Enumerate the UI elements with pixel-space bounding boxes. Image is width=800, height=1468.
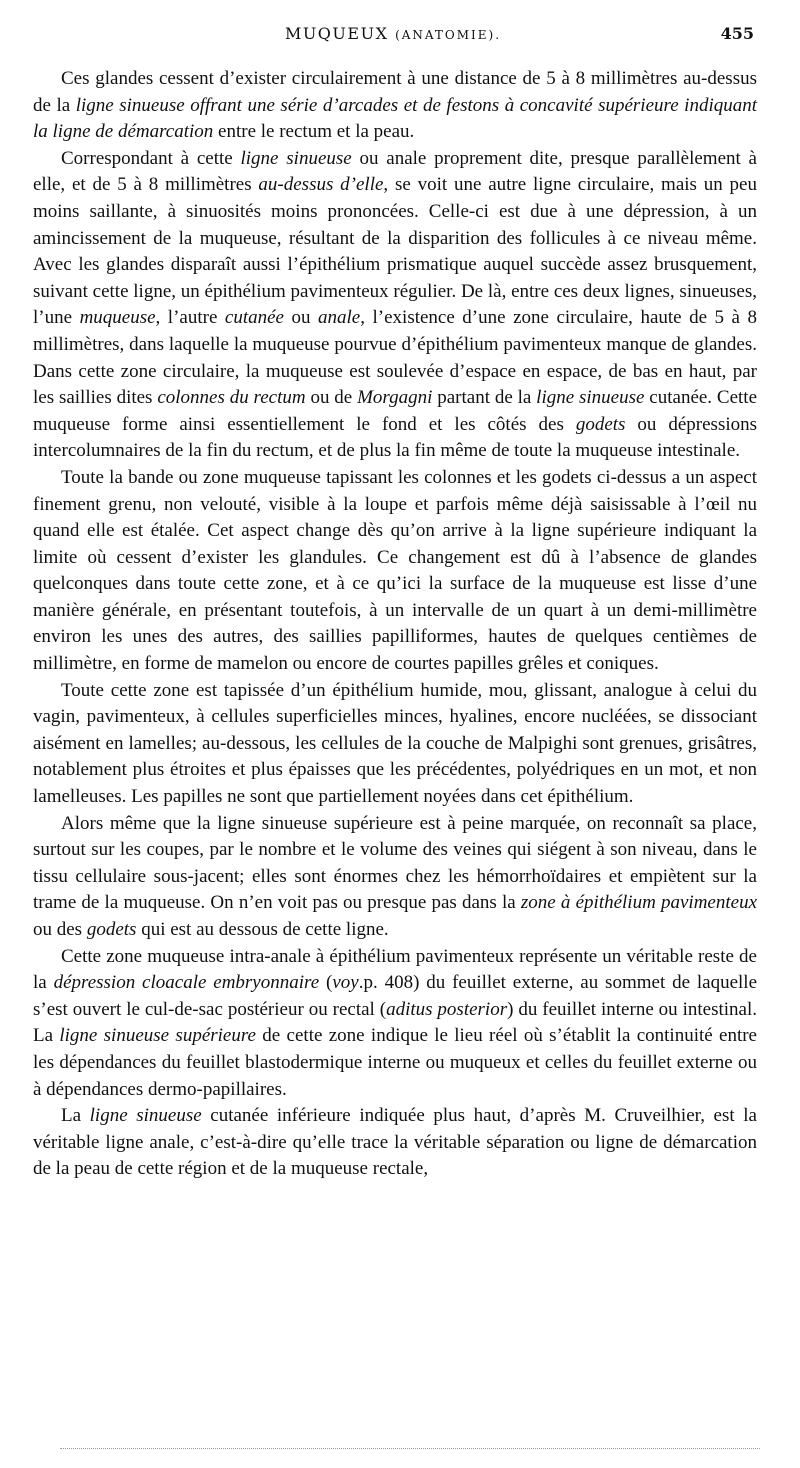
text-run: Toute la bande ou zone muqueuse tapissant les colonnes et les godets ci-dessus a un aspect finement grenu, non velouté, visible à la loupe et parfois même déjà saisissable à l’œil nu quand elle est étalée. Cet aspect change dès qu’on arrive à la ligne supérieure indiquant la limite où cessent d’exister les glandules. Ce changement est dû à l’absence de glandes quelconques dans toute cette zone, et à ce qu’ici la surface de la muqueuse est lisse d’une manière générale, en présentant toutefois, à un intervalle de un quart à un demi-millimètre environ les unes des autres, des saillies papilliformes, hautes de quelques centièmes de millimètre, en forme de mamelon ou encore de courtes papilles grêles et coniques. [33,466,757,675]
paragraph [33,678,757,811]
italic-text: voy [332,972,359,994]
text-run: ) du feuillet interne ou intestinal. La [33,998,757,1047]
italic-text: ligne sinueuse [536,387,645,409]
text-run: ou de [305,387,358,409]
paragraph [33,944,757,1104]
page-header [32,24,754,48]
text-run: ( [319,972,333,994]
italic-text: colonnes du rectum [157,387,306,409]
italic-text: muqueuse [79,307,156,329]
text-run: La [61,1105,90,1127]
italic-text: dépression cloacale embryonnaire [53,972,320,994]
text-run: Toute cette zone est tapissée d’un épithélium humide, mou, glissant, analogue à celui du vagin, pavimenteux, à cellules superficielles minces, hyalines, encore nucléées, se dissociant aisément en lamelles; au-dessous, les cellules de la couche de Malpighi sont grenues, grisâtres, notablement plus étroites et plus épaisses que les précédentes, polyédriques en un mot, et non lamelleuses. Les papilles ne sont que partiellement noyées dans cet épithélium. [33,679,757,808]
text-run: ou anale proprement dite, presque parallèlement à elle, et de 5 à 8 millimètres [33,147,757,196]
paragraph [33,1103,757,1183]
italic-text: aditus posterior [386,998,508,1020]
paragraph [33,146,757,465]
italic-text: ligne sinueuse supérieure [59,1025,256,1047]
text-run: ou [283,307,319,329]
text-run: Correspondant à cette [61,147,241,169]
text-run: partant de la [432,387,537,409]
text-run: entre le rectum et la peau. [213,121,415,143]
footer-rule [60,1448,760,1449]
italic-text: ligne sinueuse [89,1105,202,1127]
italic-text: ligne sinueuse [240,147,352,169]
running-head [32,24,754,43]
text-run: cutanée. Cette muqueuse forme ainsi essentiellement le fond et les côtés des [33,387,758,435]
italic-text: godets [575,413,626,435]
text-run: , l’existence d’une zone circulaire, haute de 5 à 8 millimètres, dans laquelle la muqueuse pourvue d’épithélium pavimenteux manque de glandes. Dans cette zone circulaire, la muqueuse est soulevée d’espace en espace, de bas en haut, par les saillies dites [33,307,758,409]
text-run: .p. 408) du feuillet externe, au sommet de laquelle s’est ouvert le cul-de-sac postérieur ou rectal ( [33,972,757,1020]
text-run: ou dépressions intercolumnaires de la fin du rectum, et de plus la fin même de toute la muqueuse intestinale. [33,413,758,462]
running-head-subtitle: (ANATOMIE). [395,28,502,42]
italic-text: Morgagni [357,387,433,409]
italic-text: zone à épithélium pavimenteux [520,892,757,914]
text-run: de cette zone indique le lieu réel où s’établit la continuité entre les dépendances du feuillet blastodermique interne ou muqueux et celles du feuillet externe ou à dépendances dermo-papillaires. [33,1025,757,1100]
paragraph [33,66,757,146]
text-run: , se voit une autre ligne circulaire, mais un peu moins saillante, à sinuosités moins prononcées. Celle-ci est due à une dépression, à un amincissement de la muqueuse, résultant de la disparition des follicules à ce niveau même. Avec les glandes disparaît aussi l’épithélium prismatique auquel succède assez brusquement, suivant cette ligne, un épithélium pavimenteux régulier. De là, entre ces deux lignes, sinueuses, l’une [33,174,757,329]
page-number: 455 [720,24,754,43]
paragraph [33,811,757,944]
text-run: qui est au dessous de cette ligne. [136,919,389,940]
text-run: ou des [33,919,87,940]
paragraph [33,465,757,678]
italic-text: anale [318,307,361,329]
body-text [33,66,757,1183]
running-head-title: MUQUEUX [284,24,389,43]
italic-text: godets [86,919,137,940]
text-run: cutanée inférieure indiquée plus haut, d’après M. Cruveilhier, est la véritable ligne anale, c’est-à-dire qu’elle trace la véritable séparation ou ligne de démarcation de la peau de cette région et de la muqueuse rectale, [33,1105,757,1180]
text-run: , l’autre [155,307,225,329]
italic-text: ligne sinueuse offrant une série d’arcades et de festons à concavité supérieure indiquant la ligne de démarcation [33,94,757,143]
text-run: Ces glandes cessent d’exister circulairement à une distance de 5 à 8 millimètres au-dessus de la [33,68,757,116]
text-run: Alors même que la ligne sinueuse supérieure est à peine marquée, on reconnaît sa place, surtout sur les coupes, par le nombre et le volume des veines qui siégent à son niveau, dans le tissu cellulaire sous-jacent; elles sont énormes chez les hémorrhoïdaires et empiètent sur la trame de la muqueuse. On n’en voit pas ou presque pas dans la [33,812,757,914]
italic-text: au-dessus d’elle [258,174,384,196]
text-run: Cette zone muqueuse intra-anale à épithélium pavimenteux représente un véritable reste de la [33,945,757,994]
italic-text: cutanée [224,307,284,329]
